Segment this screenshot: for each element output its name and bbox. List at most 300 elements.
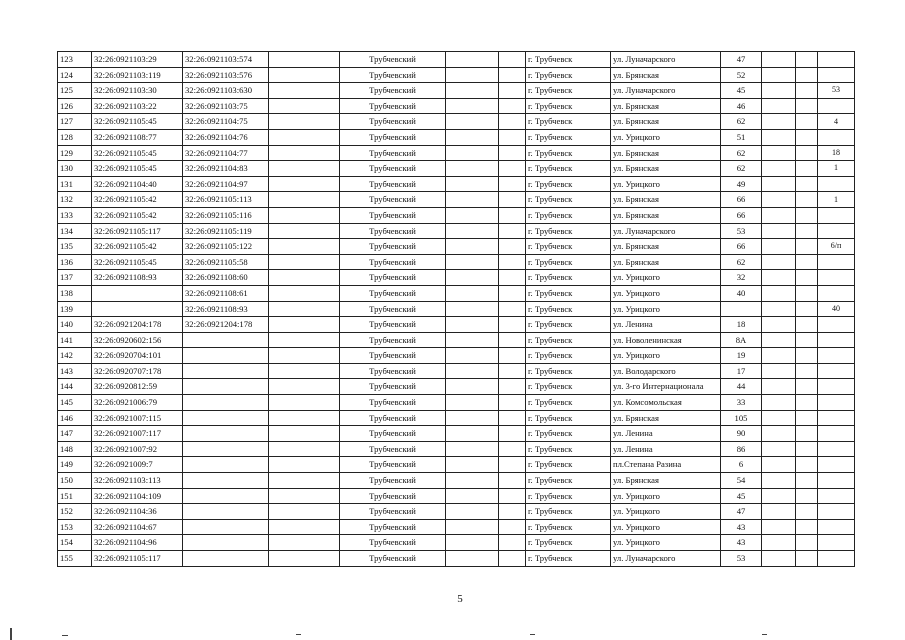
city-cell: г. Трубчевск bbox=[526, 457, 611, 473]
cadastral-number-cell: 32:26:0921104:40 bbox=[92, 176, 183, 192]
city-cell: г. Трубчевск bbox=[526, 285, 611, 301]
house-number-cell: 54 bbox=[721, 473, 762, 489]
district-cell: Трубчевский bbox=[340, 473, 446, 489]
house-number-cell: 51 bbox=[721, 129, 762, 145]
empty-cell bbox=[796, 83, 818, 99]
empty-cell bbox=[499, 52, 526, 68]
house-number-cell: 62 bbox=[721, 161, 762, 177]
district-cell: Трубчевский bbox=[340, 145, 446, 161]
empty-cell bbox=[762, 114, 796, 130]
house-number-cell: 46 bbox=[721, 98, 762, 114]
empty-cell bbox=[446, 410, 499, 426]
empty-cell bbox=[269, 161, 340, 177]
house-number-cell: 6 bbox=[721, 457, 762, 473]
street-cell: ул. Урицкого bbox=[611, 129, 721, 145]
street-cell: ул. Брянская bbox=[611, 410, 721, 426]
city-cell: г. Трубчевск bbox=[526, 207, 611, 223]
apartment-cell bbox=[818, 379, 855, 395]
apartment-cell: 4 bbox=[818, 114, 855, 130]
house-number-cell: 17 bbox=[721, 363, 762, 379]
district-cell: Трубчевский bbox=[340, 363, 446, 379]
table-row bbox=[58, 176, 855, 192]
cadastral-number-cell: 32:26:0920704:101 bbox=[92, 348, 183, 364]
empty-cell bbox=[269, 145, 340, 161]
district-cell: Трубчевский bbox=[340, 535, 446, 551]
district-cell: Трубчевский bbox=[340, 192, 446, 208]
house-number-cell: 66 bbox=[721, 192, 762, 208]
empty-cell bbox=[762, 457, 796, 473]
empty-cell bbox=[762, 98, 796, 114]
empty-cell bbox=[796, 114, 818, 130]
empty-cell bbox=[269, 395, 340, 411]
row-number-cell: 149 bbox=[58, 457, 92, 473]
apartment-cell: 1 bbox=[818, 161, 855, 177]
object-cadastral-number-cell bbox=[183, 348, 269, 364]
city-cell: г. Трубчевск bbox=[526, 52, 611, 68]
street-cell: ул. Урицкого bbox=[611, 348, 721, 364]
scan-artifacts bbox=[0, 628, 905, 640]
apartment-cell bbox=[818, 129, 855, 145]
street-cell: пл.Степана Разина bbox=[611, 457, 721, 473]
street-cell: ул. Урицкого bbox=[611, 270, 721, 286]
row-number-cell: 151 bbox=[58, 488, 92, 504]
empty-cell bbox=[446, 457, 499, 473]
empty-cell bbox=[269, 114, 340, 130]
house-number-cell: 62 bbox=[721, 145, 762, 161]
object-cadastral-number-cell: 32:26:0921104:75 bbox=[183, 114, 269, 130]
cadastral-number-cell: 32:26:0921105:45 bbox=[92, 145, 183, 161]
table-row bbox=[58, 192, 855, 208]
house-number-cell: 8А bbox=[721, 332, 762, 348]
empty-cell bbox=[446, 395, 499, 411]
cadastral-number-cell: 32:26:0921105:117 bbox=[92, 223, 183, 239]
object-cadastral-number-cell bbox=[183, 519, 269, 535]
empty-cell bbox=[796, 161, 818, 177]
street-cell: ул. Брянская bbox=[611, 239, 721, 255]
empty-cell bbox=[269, 83, 340, 99]
street-cell: ул. Новоленинская bbox=[611, 332, 721, 348]
table-row bbox=[58, 98, 855, 114]
table-row bbox=[58, 285, 855, 301]
house-number-cell: 53 bbox=[721, 223, 762, 239]
empty-cell bbox=[446, 192, 499, 208]
object-cadastral-number-cell: 32:26:0921103:576 bbox=[183, 67, 269, 83]
empty-cell bbox=[269, 98, 340, 114]
street-cell: ул. Урицкого bbox=[611, 285, 721, 301]
object-cadastral-number-cell bbox=[183, 379, 269, 395]
row-number-cell: 147 bbox=[58, 426, 92, 442]
city-cell: г. Трубчевск bbox=[526, 129, 611, 145]
district-cell: Трубчевский bbox=[340, 223, 446, 239]
district-cell: Трубчевский bbox=[340, 161, 446, 177]
cadastral-number-cell: 32:26:0921007:92 bbox=[92, 441, 183, 457]
empty-cell bbox=[796, 551, 818, 567]
street-cell: ул. Луначарского bbox=[611, 551, 721, 567]
empty-cell bbox=[446, 535, 499, 551]
table-row bbox=[58, 504, 855, 520]
city-cell: г. Трубчевск bbox=[526, 114, 611, 130]
district-cell: Трубчевский bbox=[340, 395, 446, 411]
empty-cell bbox=[499, 488, 526, 504]
empty-cell bbox=[446, 441, 499, 457]
district-cell: Трубчевский bbox=[340, 301, 446, 317]
district-cell: Трубчевский bbox=[340, 254, 446, 270]
empty-cell bbox=[269, 535, 340, 551]
row-number-cell: 146 bbox=[58, 410, 92, 426]
district-cell: Трубчевский bbox=[340, 83, 446, 99]
empty-cell bbox=[269, 129, 340, 145]
city-cell: г. Трубчевск bbox=[526, 363, 611, 379]
empty-cell bbox=[762, 473, 796, 489]
city-cell: г. Трубчевск bbox=[526, 239, 611, 255]
table-row bbox=[58, 395, 855, 411]
cadastral-number-cell: 32:26:0920812:59 bbox=[92, 379, 183, 395]
row-number-cell: 150 bbox=[58, 473, 92, 489]
object-cadastral-number-cell bbox=[183, 535, 269, 551]
house-number-cell: 52 bbox=[721, 67, 762, 83]
empty-cell bbox=[499, 332, 526, 348]
apartment-cell: 6/п bbox=[818, 239, 855, 255]
table-row bbox=[58, 348, 855, 364]
empty-cell bbox=[499, 254, 526, 270]
object-cadastral-number-cell bbox=[183, 410, 269, 426]
empty-cell bbox=[446, 114, 499, 130]
row-number-cell: 143 bbox=[58, 363, 92, 379]
district-cell: Трубчевский bbox=[340, 332, 446, 348]
empty-cell bbox=[499, 457, 526, 473]
city-cell: г. Трубчевск bbox=[526, 67, 611, 83]
registry-table bbox=[57, 51, 855, 567]
object-cadastral-number-cell bbox=[183, 473, 269, 489]
empty-cell bbox=[499, 519, 526, 535]
city-cell: г. Трубчевск bbox=[526, 441, 611, 457]
empty-cell bbox=[446, 317, 499, 333]
street-cell: ул. Брянская bbox=[611, 145, 721, 161]
district-cell: Трубчевский bbox=[340, 114, 446, 130]
empty-cell bbox=[796, 129, 818, 145]
empty-cell bbox=[499, 176, 526, 192]
row-number-cell: 153 bbox=[58, 519, 92, 535]
object-cadastral-number-cell: 32:26:0921104:83 bbox=[183, 161, 269, 177]
empty-cell bbox=[796, 317, 818, 333]
empty-cell bbox=[446, 254, 499, 270]
empty-cell bbox=[796, 395, 818, 411]
empty-cell bbox=[446, 145, 499, 161]
apartment-cell bbox=[818, 285, 855, 301]
street-cell: ул. Ленина bbox=[611, 441, 721, 457]
city-cell: г. Трубчевск bbox=[526, 426, 611, 442]
object-cadastral-number-cell: 32:26:0921105:122 bbox=[183, 239, 269, 255]
empty-cell bbox=[269, 410, 340, 426]
row-number-cell: 148 bbox=[58, 441, 92, 457]
object-cadastral-number-cell: 32:26:0921104:77 bbox=[183, 145, 269, 161]
city-cell: г. Трубчевск bbox=[526, 410, 611, 426]
empty-cell bbox=[269, 176, 340, 192]
row-number-cell: 129 bbox=[58, 145, 92, 161]
empty-cell bbox=[269, 379, 340, 395]
empty-cell bbox=[269, 457, 340, 473]
object-cadastral-number-cell bbox=[183, 426, 269, 442]
object-cadastral-number-cell bbox=[183, 363, 269, 379]
apartment-cell bbox=[818, 270, 855, 286]
street-cell: ул. Брянская bbox=[611, 207, 721, 223]
empty-cell bbox=[446, 551, 499, 567]
cadastral-number-cell: 32:26:0921105:45 bbox=[92, 161, 183, 177]
apartment-cell bbox=[818, 254, 855, 270]
empty-cell bbox=[762, 379, 796, 395]
cadastral-number-cell: 32:26:0921105:42 bbox=[92, 207, 183, 223]
object-cadastral-number-cell bbox=[183, 441, 269, 457]
empty-cell bbox=[796, 488, 818, 504]
house-number-cell: 53 bbox=[721, 551, 762, 567]
cadastral-number-cell: 32:26:0921103:113 bbox=[92, 473, 183, 489]
cadastral-number-cell: 32:26:0920707:178 bbox=[92, 363, 183, 379]
empty-cell bbox=[269, 52, 340, 68]
empty-cell bbox=[796, 363, 818, 379]
table-row bbox=[58, 535, 855, 551]
street-cell: ул. Урицкого bbox=[611, 488, 721, 504]
district-cell: Трубчевский bbox=[340, 129, 446, 145]
row-number-cell: 130 bbox=[58, 161, 92, 177]
empty-cell bbox=[499, 504, 526, 520]
city-cell: г. Трубчевск bbox=[526, 395, 611, 411]
empty-cell bbox=[499, 363, 526, 379]
house-number-cell: 62 bbox=[721, 254, 762, 270]
district-cell: Трубчевский bbox=[340, 457, 446, 473]
table-row bbox=[58, 83, 855, 99]
empty-cell bbox=[446, 98, 499, 114]
cadastral-number-cell: 32:26:0921104:36 bbox=[92, 504, 183, 520]
object-cadastral-number-cell: 32:26:0921104:97 bbox=[183, 176, 269, 192]
empty-cell bbox=[446, 207, 499, 223]
empty-cell bbox=[446, 223, 499, 239]
empty-cell bbox=[269, 285, 340, 301]
table-row bbox=[58, 207, 855, 223]
object-cadastral-number-cell: 32:26:0921103:574 bbox=[183, 52, 269, 68]
empty-cell bbox=[499, 285, 526, 301]
empty-cell bbox=[269, 317, 340, 333]
empty-cell bbox=[796, 98, 818, 114]
apartment-cell bbox=[818, 348, 855, 364]
apartment-cell bbox=[818, 207, 855, 223]
table-row bbox=[58, 332, 855, 348]
street-cell: ул. Ленина bbox=[611, 426, 721, 442]
row-number-cell: 139 bbox=[58, 301, 92, 317]
street-cell: ул. Брянская bbox=[611, 114, 721, 130]
empty-cell bbox=[446, 379, 499, 395]
empty-cell bbox=[499, 348, 526, 364]
empty-cell bbox=[796, 176, 818, 192]
apartment-cell: 40 bbox=[818, 301, 855, 317]
empty-cell bbox=[446, 519, 499, 535]
row-number-cell: 141 bbox=[58, 332, 92, 348]
page-number: 5 bbox=[457, 593, 463, 605]
apartment-cell bbox=[818, 67, 855, 83]
house-number-cell: 40 bbox=[721, 285, 762, 301]
city-cell: г. Трубчевск bbox=[526, 83, 611, 99]
table-row bbox=[58, 114, 855, 130]
district-cell: Трубчевский bbox=[340, 317, 446, 333]
row-number-cell: 125 bbox=[58, 83, 92, 99]
empty-cell bbox=[499, 317, 526, 333]
apartment-cell bbox=[818, 551, 855, 567]
street-cell: ул. Комсомольская bbox=[611, 395, 721, 411]
cadastral-number-cell: 32:26:0921105:117 bbox=[92, 551, 183, 567]
row-number-cell: 124 bbox=[58, 67, 92, 83]
apartment-cell bbox=[818, 223, 855, 239]
empty-cell bbox=[762, 207, 796, 223]
cadastral-number-cell bbox=[92, 301, 183, 317]
empty-cell bbox=[446, 129, 499, 145]
house-number-cell: 49 bbox=[721, 176, 762, 192]
empty-cell bbox=[796, 457, 818, 473]
district-cell: Трубчевский bbox=[340, 504, 446, 520]
cadastral-number-cell: 32:26:0921105:42 bbox=[92, 239, 183, 255]
empty-cell bbox=[269, 223, 340, 239]
district-cell: Трубчевский bbox=[340, 441, 446, 457]
object-cadastral-number-cell bbox=[183, 457, 269, 473]
empty-cell bbox=[762, 192, 796, 208]
empty-cell bbox=[796, 192, 818, 208]
empty-cell bbox=[499, 270, 526, 286]
table-row bbox=[58, 52, 855, 68]
empty-cell bbox=[762, 285, 796, 301]
object-cadastral-number-cell: 32:26:0921105:119 bbox=[183, 223, 269, 239]
district-cell: Трубчевский bbox=[340, 207, 446, 223]
cadastral-number-cell: 32:26:0921103:29 bbox=[92, 52, 183, 68]
house-number-cell: 62 bbox=[721, 114, 762, 130]
city-cell: г. Трубчевск bbox=[526, 145, 611, 161]
empty-cell bbox=[796, 223, 818, 239]
object-cadastral-number-cell: 32:26:0921103:75 bbox=[183, 98, 269, 114]
empty-cell bbox=[762, 332, 796, 348]
street-cell: ул. Брянская bbox=[611, 254, 721, 270]
cadastral-number-cell: 32:26:0920602:156 bbox=[92, 332, 183, 348]
street-cell: ул. Брянская bbox=[611, 473, 721, 489]
empty-cell bbox=[762, 395, 796, 411]
district-cell: Трубчевский bbox=[340, 379, 446, 395]
cadastral-number-cell: 32:26:0921108:93 bbox=[92, 270, 183, 286]
empty-cell bbox=[446, 239, 499, 255]
empty-cell bbox=[269, 488, 340, 504]
empty-cell bbox=[762, 145, 796, 161]
city-cell: г. Трубчевск bbox=[526, 504, 611, 520]
empty-cell bbox=[796, 207, 818, 223]
empty-cell bbox=[796, 441, 818, 457]
apartment-cell bbox=[818, 332, 855, 348]
empty-cell bbox=[796, 270, 818, 286]
object-cadastral-number-cell bbox=[183, 551, 269, 567]
table-row bbox=[58, 441, 855, 457]
cadastral-number-cell: 32:26:0921104:96 bbox=[92, 535, 183, 551]
empty-cell bbox=[446, 67, 499, 83]
empty-cell bbox=[796, 145, 818, 161]
house-number-cell: 32 bbox=[721, 270, 762, 286]
row-number-cell: 152 bbox=[58, 504, 92, 520]
cadastral-number-cell: 32:26:0921103:119 bbox=[92, 67, 183, 83]
district-cell: Трубчевский bbox=[340, 67, 446, 83]
row-number-cell: 137 bbox=[58, 270, 92, 286]
object-cadastral-number-cell: 32:26:0921105:58 bbox=[183, 254, 269, 270]
street-cell: ул. Володарского bbox=[611, 363, 721, 379]
row-number-cell: 154 bbox=[58, 535, 92, 551]
district-cell: Трубчевский bbox=[340, 410, 446, 426]
empty-cell bbox=[499, 426, 526, 442]
empty-cell bbox=[269, 363, 340, 379]
empty-cell bbox=[269, 301, 340, 317]
city-cell: г. Трубчевск bbox=[526, 535, 611, 551]
empty-cell bbox=[762, 67, 796, 83]
district-cell: Трубчевский bbox=[340, 426, 446, 442]
apartment-cell bbox=[818, 363, 855, 379]
district-cell: Трубчевский bbox=[340, 239, 446, 255]
row-number-cell: 126 bbox=[58, 98, 92, 114]
empty-cell bbox=[446, 348, 499, 364]
empty-cell bbox=[446, 504, 499, 520]
object-cadastral-number-cell: 32:26:0921108:93 bbox=[183, 301, 269, 317]
city-cell: г. Трубчевск bbox=[526, 254, 611, 270]
cadastral-number-cell: 32:26:0921105:42 bbox=[92, 192, 183, 208]
empty-cell bbox=[269, 254, 340, 270]
empty-cell bbox=[796, 301, 818, 317]
empty-cell bbox=[762, 551, 796, 567]
object-cadastral-number-cell bbox=[183, 332, 269, 348]
table-row bbox=[58, 457, 855, 473]
object-cadastral-number-cell bbox=[183, 395, 269, 411]
cadastral-number-cell: 32:26:0921007:115 bbox=[92, 410, 183, 426]
city-cell: г. Трубчевск bbox=[526, 488, 611, 504]
empty-cell bbox=[796, 285, 818, 301]
table-row bbox=[58, 473, 855, 489]
cadastral-number-cell: 32:26:0921104:67 bbox=[92, 519, 183, 535]
object-cadastral-number-cell bbox=[183, 488, 269, 504]
cadastral-number-cell: 32:26:0921204:178 bbox=[92, 317, 183, 333]
empty-cell bbox=[499, 223, 526, 239]
cadastral-number-cell: 32:26:0921105:45 bbox=[92, 254, 183, 270]
empty-cell bbox=[796, 426, 818, 442]
object-cadastral-number-cell: 32:26:0921108:61 bbox=[183, 285, 269, 301]
apartment-cell bbox=[818, 98, 855, 114]
street-cell: ул. Ленина bbox=[611, 317, 721, 333]
district-cell: Трубчевский bbox=[340, 285, 446, 301]
empty-cell bbox=[446, 488, 499, 504]
empty-cell bbox=[499, 192, 526, 208]
street-cell: ул. Луначарского bbox=[611, 83, 721, 99]
empty-cell bbox=[796, 348, 818, 364]
empty-cell bbox=[499, 551, 526, 567]
empty-cell bbox=[762, 441, 796, 457]
city-cell: г. Трубчевск bbox=[526, 473, 611, 489]
apartment-cell: 18 bbox=[818, 145, 855, 161]
street-cell: ул. Урицкого bbox=[611, 519, 721, 535]
empty-cell bbox=[269, 192, 340, 208]
empty-cell bbox=[499, 129, 526, 145]
table-row bbox=[58, 317, 855, 333]
house-number-cell bbox=[721, 301, 762, 317]
empty-cell bbox=[762, 488, 796, 504]
empty-cell bbox=[499, 161, 526, 177]
house-number-cell: 19 bbox=[721, 348, 762, 364]
empty-cell bbox=[762, 519, 796, 535]
table-row bbox=[58, 379, 855, 395]
empty-cell bbox=[796, 332, 818, 348]
empty-cell bbox=[446, 161, 499, 177]
table-row bbox=[58, 488, 855, 504]
house-number-cell: 47 bbox=[721, 52, 762, 68]
empty-cell bbox=[796, 239, 818, 255]
object-cadastral-number-cell: 32:26:0921108:60 bbox=[183, 270, 269, 286]
apartment-cell bbox=[818, 176, 855, 192]
